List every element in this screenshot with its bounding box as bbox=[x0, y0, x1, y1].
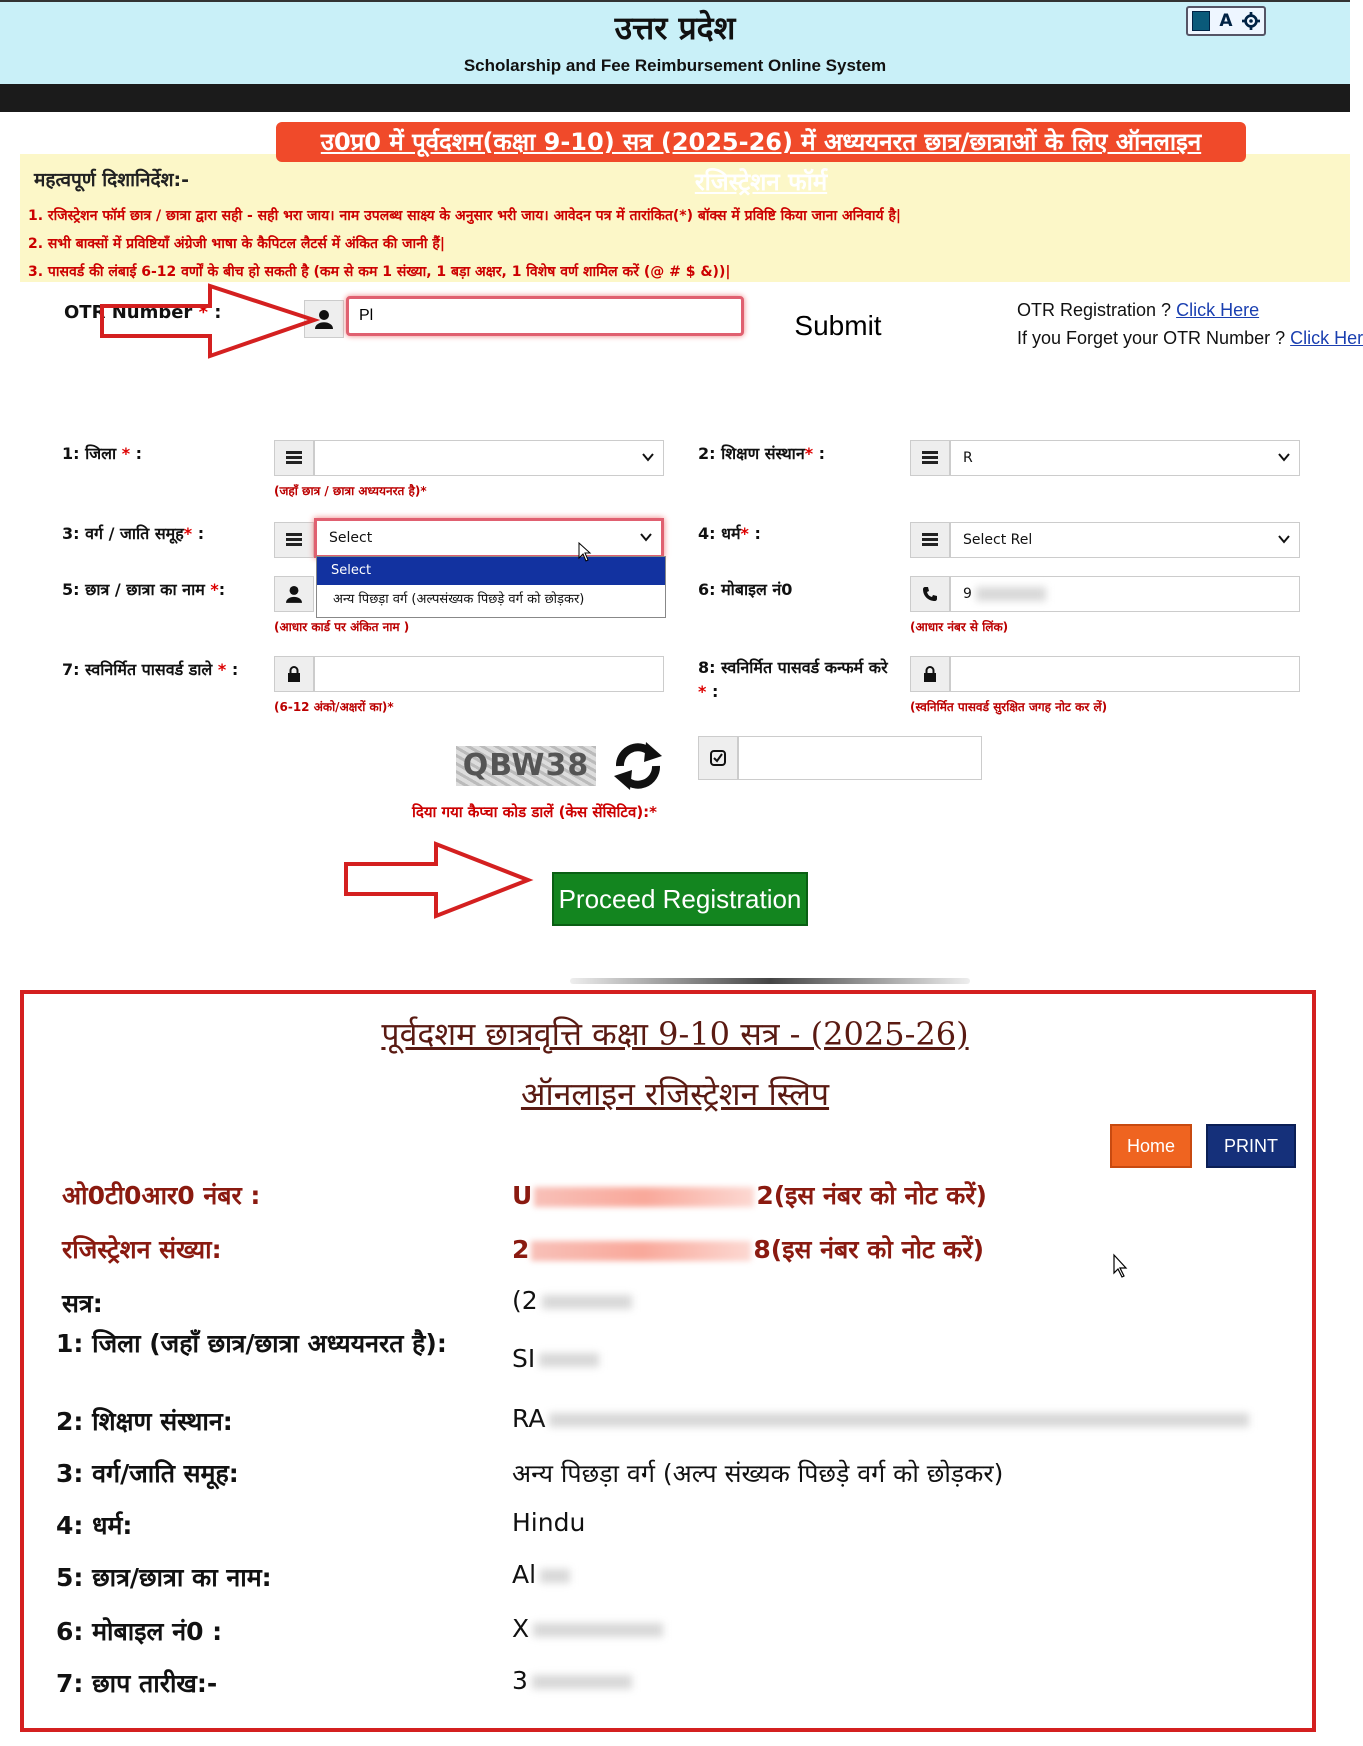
guideline-item: 3. पासवर्ड की लंबाई 6-12 वर्णों के बीच हो सकती है (कम से कम 1 संख्या, 1 बड़ा अक्षर, 1 विशेष वर्ण शामिल करें (@ # $ &))| bbox=[28, 264, 731, 280]
slip-label-caste: 3: वर्ग/जाति समूह: bbox=[56, 1459, 239, 1488]
slip-label-mobile: 6: मोबाइल नं0 : bbox=[56, 1617, 223, 1646]
forget-otr-link[interactable]: Click Her bbox=[1290, 328, 1363, 348]
slip-label-religion: 4: धर्म: bbox=[56, 1511, 133, 1540]
forget-otr-line bbox=[1017, 328, 1363, 349]
list-icon bbox=[274, 522, 314, 558]
institution-select[interactable]: R bbox=[950, 440, 1300, 476]
divider bbox=[570, 978, 970, 984]
slip-label-print-date: 7: छाप तारीख:- bbox=[56, 1669, 218, 1698]
confirm-password-hint: (स्वनिर्मित पासवर्ड सुरक्षित जगह नोट कर लें) bbox=[910, 700, 1108, 714]
site-title: उत्तर प्रदेश bbox=[614, 9, 736, 47]
slip-title: पूर्वदशम छात्रवृत्ति कक्षा 9-10 सत्र - (2025-26) bbox=[381, 1015, 969, 1053]
user-icon bbox=[274, 576, 314, 612]
slip-value-caste: अन्य पिछड़ा वर्ग (अल्प संख्यक पिछड़े वर्ग को छोड़कर) bbox=[512, 1459, 1004, 1488]
slip-label-institution: 2: शिक्षण संस्थान: bbox=[56, 1407, 233, 1436]
caste-label: 3: वर्ग / जाति समूह* : bbox=[62, 524, 205, 543]
slip-value-session: (2 bbox=[512, 1286, 632, 1315]
religion-select[interactable]: Select Rel bbox=[950, 522, 1300, 558]
form-banner: उ0प्र0 में पूर्वदशम(कक्षा 9-10) सत्र (2025-26) में अध्ययनरत छात्र/छात्राओं के लिए ऑनलाइन रजिस्ट्रेशन फॉर्म bbox=[276, 122, 1246, 162]
list-icon bbox=[274, 440, 314, 476]
translate-icon[interactable] bbox=[1192, 11, 1210, 31]
slip-label-registration: रजिस्ट्रेशन संख्या: bbox=[62, 1235, 222, 1264]
password-label: 7: स्वनिर्मित पासवर्ड डाले * : bbox=[62, 660, 239, 679]
otr-label: OTR Number * : bbox=[64, 302, 222, 323]
district-label: 1: जिला * : bbox=[62, 444, 143, 463]
guidelines-heading: महत्वपूर्ण दिशानिर्देश:- bbox=[34, 169, 190, 191]
forget-otr-text: If you Forget your OTR Number ? bbox=[1017, 328, 1286, 348]
nav-bar bbox=[0, 84, 1350, 112]
slip-value-print-date: 3 bbox=[512, 1666, 632, 1695]
slip-value-otr: U 2(इस नंबर को नोट करें) bbox=[512, 1181, 987, 1210]
dropdown-option-select[interactable]: Select bbox=[317, 557, 665, 585]
institution-label: 2: शिक्षण संस्थान* : bbox=[698, 444, 826, 463]
slip-value-name: Al bbox=[512, 1560, 570, 1589]
slip-value-institution: RA bbox=[512, 1404, 1249, 1433]
check-square-icon bbox=[698, 736, 738, 780]
chevron-down-icon bbox=[1277, 450, 1291, 464]
slip-value-religion: Hindu bbox=[512, 1508, 586, 1537]
mouse-cursor-icon bbox=[578, 542, 592, 562]
slip-value-mobile: X bbox=[512, 1614, 663, 1643]
slip-value-district: SI bbox=[512, 1344, 599, 1373]
list-icon bbox=[910, 522, 950, 558]
submit-button[interactable]: Submit bbox=[778, 304, 898, 348]
mobile-label: 6: मोबाइल नं0 bbox=[698, 580, 793, 599]
captcha-input[interactable] bbox=[738, 736, 982, 780]
lock-icon bbox=[274, 656, 314, 692]
slip-label-session: सत्र: bbox=[62, 1289, 103, 1318]
chevron-down-icon bbox=[639, 530, 653, 544]
slip-value-registration: 2 8(इस नंबर को नोट करें) bbox=[512, 1235, 985, 1264]
captcha-hint: दिया गया कैप्चा कोड डालें (केस सेंसिटिव):* bbox=[412, 803, 658, 821]
gear-icon[interactable] bbox=[1242, 12, 1260, 30]
mobile-hint: (आधार नंबर से लिंक) bbox=[910, 620, 1009, 634]
confirm-password-input[interactable] bbox=[950, 656, 1300, 692]
caste-select[interactable]: Select bbox=[314, 518, 664, 558]
caste-dropdown-list bbox=[316, 556, 666, 618]
slip-label-otr: ओ0टी0आर0 नंबर : bbox=[62, 1181, 261, 1210]
otr-registration-text: OTR Registration ? bbox=[1017, 300, 1172, 320]
font-size-label[interactable]: A bbox=[1219, 11, 1233, 31]
district-select[interactable] bbox=[314, 440, 664, 476]
district-hint: (जहाँ छात्र / छात्रा अध्ययनरत है)* bbox=[274, 484, 427, 498]
slip-subtitle: ऑनलाइन रजिस्ट्रेशन स्लिप bbox=[520, 1075, 830, 1113]
password-hint: (6-12 अंको/अक्षरों का)* bbox=[274, 700, 394, 714]
proceed-registration-button[interactable]: Proceed Registration bbox=[552, 872, 808, 926]
confirm-password-label: 8: स्वनिर्मित पासवर्ड कन्फर्म करे * : bbox=[698, 658, 888, 701]
home-button[interactable]: Home bbox=[1110, 1124, 1192, 1168]
mobile-input[interactable]: 9 bbox=[950, 576, 1300, 612]
arrow-right-icon bbox=[344, 842, 534, 920]
student-name-label: 5: छात्र / छात्रा का नाम *: bbox=[62, 580, 226, 599]
otr-registration-link[interactable]: Click Here bbox=[1176, 300, 1260, 320]
print-button[interactable]: PRINT bbox=[1206, 1124, 1296, 1168]
slip-label-district: 1: जिला (जहाँ छात्र/छात्रा अध्ययनरत है): bbox=[56, 1329, 447, 1358]
password-input[interactable] bbox=[314, 656, 664, 692]
chevron-down-icon bbox=[641, 450, 655, 464]
chevron-down-icon bbox=[1277, 532, 1291, 546]
phone-icon bbox=[910, 576, 950, 612]
list-icon bbox=[910, 440, 950, 476]
otr-registration-line bbox=[1017, 300, 1259, 321]
dropdown-option-obc[interactable]: अन्य पिछड़ा वर्ग (अल्पसंख्यक पिछड़े वर्ग को छोड़कर) bbox=[333, 592, 585, 607]
student-name-hint: (आधार कार्ड पर अंकित नाम ) bbox=[274, 620, 410, 634]
captcha-image: QBW38 bbox=[456, 746, 596, 786]
header-tools[interactable] bbox=[1186, 6, 1266, 36]
guideline-item: 1. रजिस्ट्रेशन फॉर्म छात्र / छात्रा द्वारा सही - सही भरा जाय। नाम उपलब्ध साक्ष्य के अनुसार भरी जाय। आवेदन पत्र में तारांकित(*) बॉक्स में प्रविष्टि किया जाना अनिवार्य है| bbox=[28, 208, 901, 224]
refresh-icon[interactable] bbox=[610, 736, 666, 796]
mouse-cursor-icon bbox=[1112, 1254, 1130, 1278]
guideline-item: 2. सभी बाक्सों में प्रविष्टियाँ अंग्रेजी भाषा के कैपिटल लैटर्स में अंकित की जानी हैं| bbox=[28, 236, 445, 252]
religion-label: 4: धर्म* : bbox=[698, 524, 761, 543]
arrow-right-icon bbox=[100, 284, 320, 360]
slip-label-name: 5: छात्र/छात्रा का नाम: bbox=[56, 1563, 272, 1592]
otr-number-input[interactable] bbox=[346, 296, 744, 336]
site-subtitle: Scholarship and Fee Reimbursement Online System bbox=[463, 56, 887, 75]
lock-icon bbox=[910, 656, 950, 692]
